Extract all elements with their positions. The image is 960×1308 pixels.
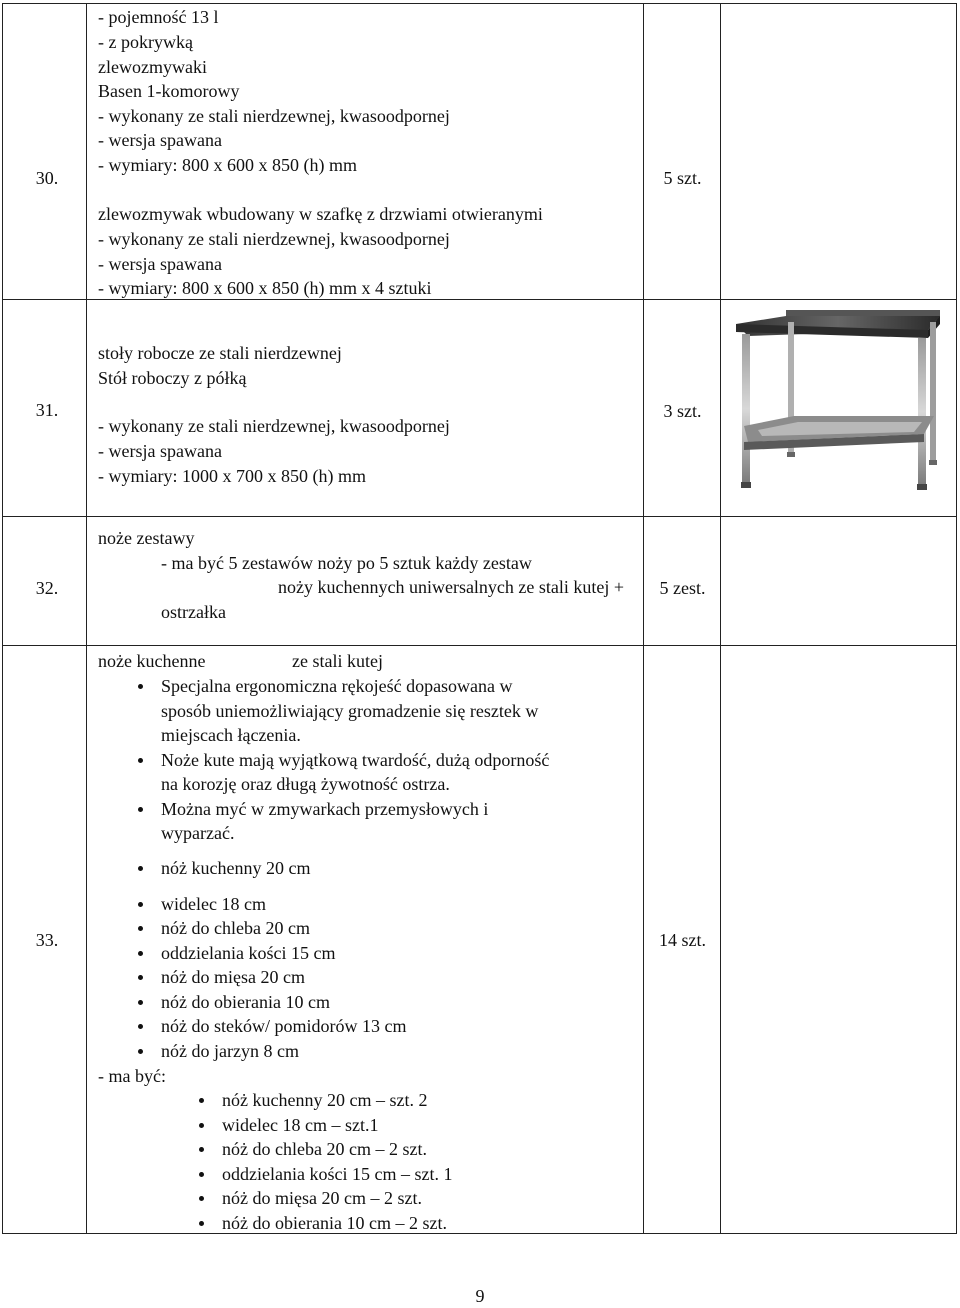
feature-item: nóż kuchenny 20 cm xyxy=(161,856,310,881)
bullet-icon xyxy=(199,1123,204,1128)
row-quantity: 5 zest. xyxy=(659,578,706,598)
description-line: - wymiary: 800 x 600 x 850 (h) mm xyxy=(98,155,357,175)
knives-heading-material: ze stali kutej xyxy=(292,651,383,671)
description-line: Basen 1-komorowy xyxy=(98,81,240,101)
description-line: - ma być 5 zestawów noży po 5 sztuk każdy zestaw xyxy=(161,553,532,573)
description-line: noży kuchennych uniwersalnych ze stali kutej + xyxy=(278,577,625,597)
description-line: ostrzałka xyxy=(161,602,226,622)
row-number: 31. xyxy=(35,400,59,420)
description-line: noże zestawy xyxy=(98,528,195,548)
knives-heading: noże kuchenne xyxy=(98,651,206,671)
list-item: widelec 18 cm – szt.1 xyxy=(222,1113,378,1138)
feature-item-line: sposób uniemożliwiający gromadzenie się resztek w xyxy=(161,701,539,721)
bullet-icon xyxy=(138,684,143,689)
description-line: zlewozmywak wbudowany w szafkę z drzwiami otwieranymi xyxy=(98,204,543,224)
bullet-icon xyxy=(138,975,143,980)
work-table-image xyxy=(728,308,950,498)
list-item: oddzielania kości 15 cm xyxy=(161,941,335,966)
description-line: - wymiary: 800 x 600 x 850 (h) mm x 4 sztuki xyxy=(98,278,432,298)
list-item: nóż do jarzyn 8 cm xyxy=(161,1039,299,1064)
description-line: - wymiary: 1000 x 700 x 850 (h) mm xyxy=(98,466,366,486)
row-quantity: 3 szt. xyxy=(663,401,702,421)
feature-item-line: miejscach łączenia. xyxy=(161,725,301,745)
list-item: nóż kuchenny 20 cm – szt. 2 xyxy=(222,1088,427,1113)
description-line: - wersja spawana xyxy=(98,254,222,274)
list-item: widelec 18 cm xyxy=(161,892,266,917)
feature-item-line: wyparzać. xyxy=(161,823,235,843)
feature-item-line: na korozję oraz długą żywotność ostrza. xyxy=(161,774,450,794)
bullet-icon xyxy=(138,758,143,763)
feature-item: Specjalna ergonomiczna rękojeść dopasowana w xyxy=(161,674,513,699)
bullet-icon xyxy=(138,1024,143,1029)
row-number: 32. xyxy=(35,578,59,598)
bullet-icon xyxy=(199,1172,204,1177)
description-line: - wersja spawana xyxy=(98,441,222,461)
bullet-icon xyxy=(138,926,143,931)
bullet-icon xyxy=(138,1049,143,1054)
row-quantity: 5 szt. xyxy=(663,168,702,188)
page-number: 9 xyxy=(475,1286,485,1306)
list-item: nóż do obierania 10 cm – 2 szt. xyxy=(222,1211,447,1236)
list-item: nóż do steków/ pomidorów 13 cm xyxy=(161,1014,406,1039)
list-item: nóż do mięsa 20 cm – 2 szt. xyxy=(222,1186,422,1211)
list-item: nóż do chleba 20 cm – 2 szt. xyxy=(222,1137,427,1162)
list-item: nóż do mięsa 20 cm xyxy=(161,965,305,990)
description-line: - wykonany ze stali nierdzewnej, kwasoodpornej xyxy=(98,229,450,249)
bullet-icon xyxy=(138,902,143,907)
bullet-icon xyxy=(199,1098,204,1103)
description-line: Stół roboczy z półką xyxy=(98,368,247,388)
list-item: nóż do obierania 10 cm xyxy=(161,990,330,1015)
bullet-icon xyxy=(138,951,143,956)
bullet-icon xyxy=(138,866,143,871)
description-line: stoły robocze ze stali nierdzewnej xyxy=(98,343,342,363)
must-have-label: - ma być: xyxy=(98,1066,166,1086)
description-line: - z pokrywką xyxy=(98,32,193,52)
description-line: - wykonany ze stali nierdzewnej, kwasoodpornej xyxy=(98,416,450,436)
bullet-icon xyxy=(138,1000,143,1005)
feature-item: Noże kute mają wyjątkową twardość, dużą odporność xyxy=(161,748,549,773)
description-line: - wykonany ze stali nierdzewnej, kwasoodpornej xyxy=(98,106,450,126)
bullet-icon xyxy=(199,1221,204,1226)
bullet-icon xyxy=(138,807,143,812)
row-number: 33. xyxy=(35,930,59,950)
row-number: 30. xyxy=(35,168,59,188)
description-line: - pojemność 13 l xyxy=(98,7,219,27)
description-line: - wersja spawana xyxy=(98,130,222,150)
bullet-icon xyxy=(199,1147,204,1152)
feature-item: Można myć w zmywarkach przemysłowych i xyxy=(161,797,488,822)
bullet-icon xyxy=(199,1196,204,1201)
row-quantity: 14 szt. xyxy=(659,930,706,950)
list-item: oddzielania kości 15 cm – szt. 1 xyxy=(222,1162,452,1187)
description-line: zlewozmywaki xyxy=(98,57,207,77)
list-item: nóż do chleba 20 cm xyxy=(161,916,310,941)
